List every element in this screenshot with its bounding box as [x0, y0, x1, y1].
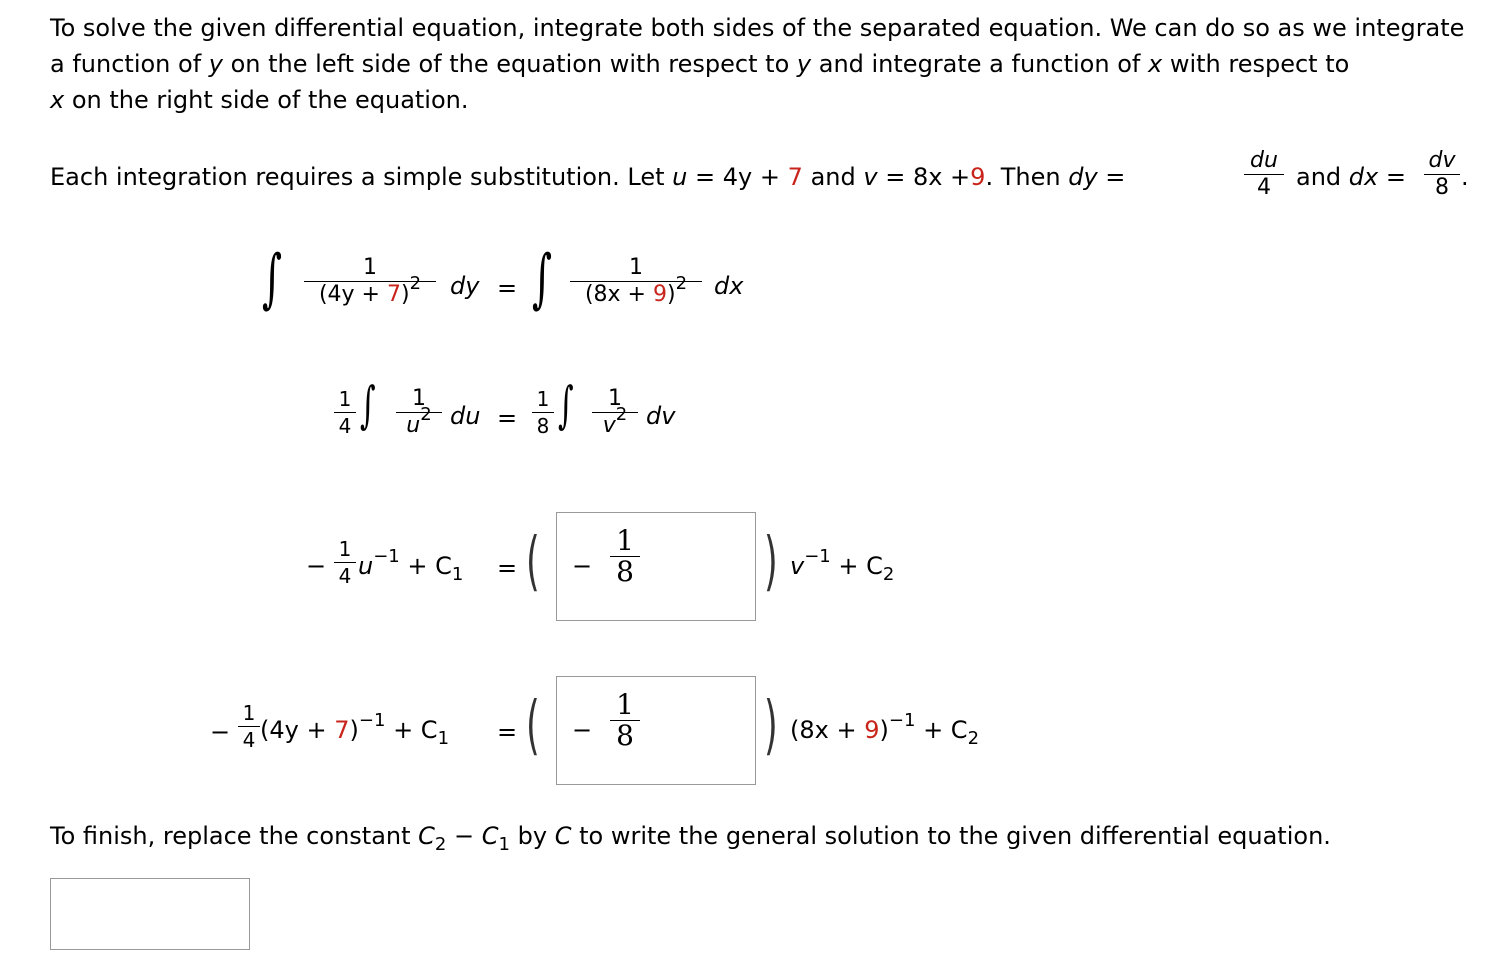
var-y: y — [208, 50, 223, 78]
frac-du: du — [1250, 148, 1278, 173]
sub-v-expr: 8x + — [912, 163, 971, 191]
eq3-v-exp: −1 — [804, 546, 831, 567]
integral-sign-right: ∫ — [532, 242, 553, 316]
eq2-c2-num: 1 — [536, 387, 550, 411]
eq1-left-den — [304, 273, 436, 309]
frac-dv: dv — [1428, 148, 1456, 173]
finish-by: by — [517, 822, 548, 850]
eq4-c1-sub: 1 — [437, 728, 450, 749]
eq3-c1-sub: 1 — [451, 564, 464, 585]
eq4-expr-b: ) — [349, 716, 359, 744]
eq1-left-fraction — [304, 255, 436, 309]
eq4-expr-a: (4y + — [260, 716, 327, 744]
eq2-c1-den: 4 — [338, 414, 352, 438]
eq3-plus-c1: + C — [407, 552, 452, 580]
eq2-in2-num: 1 — [608, 386, 622, 411]
eq1-dx: dx — [714, 272, 744, 300]
eq2-u-sq: 2 — [420, 404, 432, 425]
intro-mid3: with respect to — [1169, 50, 1350, 78]
eq3-u-exp: −1 — [373, 546, 400, 567]
intro-end: on the right side of the equation. — [71, 86, 469, 114]
eq1-left-sq: 2 — [409, 273, 422, 294]
eq4-plus-c2: + C — [923, 716, 968, 744]
eq3-c2-sub: 2 — [882, 564, 895, 585]
sub-u-const: 7 — [787, 163, 803, 191]
eq2-quarter — [334, 386, 356, 439]
sub-period: . — [1461, 163, 1469, 191]
eq4-open-paren: ( — [526, 689, 540, 763]
eq2-left-fraction — [396, 386, 442, 440]
eq1-left-den-c: 7 — [386, 282, 401, 307]
eq2-c1-num: 1 — [338, 387, 352, 411]
eq3-plus-c2: + C — [838, 552, 883, 580]
var-y-2: y — [796, 50, 812, 78]
eq3-c-den: 4 — [338, 564, 352, 588]
eq2-right-fraction — [592, 386, 638, 440]
sub-v-const: 9 — [970, 163, 986, 191]
eq3-close-paren: ) — [764, 525, 778, 599]
eq1-right-sq: 2 — [675, 273, 688, 294]
frac-4: 4 — [1257, 175, 1271, 200]
eq2-in1-den — [396, 404, 442, 440]
eq4-r-expr-b: ) — [879, 716, 889, 744]
finish-c1-sub: 1 — [498, 834, 510, 855]
eq1-right-den-c: 9 — [652, 282, 667, 307]
eq2-in2-den — [592, 404, 638, 440]
eq3-left-expr — [358, 546, 464, 585]
sub-then: . Then — [985, 163, 1061, 191]
eq4-plus-c1: + C — [393, 716, 438, 744]
intro-mid2: and integrate a function of — [818, 50, 1141, 78]
finish-c2-sub: 2 — [434, 834, 447, 855]
eq2-du: du — [450, 402, 481, 430]
substitution-line — [50, 163, 1125, 191]
frac-8: 8 — [1435, 175, 1449, 200]
eq1-right-den — [570, 273, 702, 309]
eq4-right-exp: −1 — [888, 710, 916, 731]
eq1-left-num: 1 — [363, 255, 377, 280]
eq4-left-expr — [260, 710, 450, 749]
eq4-r-expr-c: 9 — [864, 716, 880, 744]
eq4-box-fraction — [610, 690, 640, 751]
eq4-box-den: 8 — [616, 719, 634, 752]
eq4-minus: − — [210, 718, 231, 746]
eq4-close-paren: ) — [764, 689, 778, 763]
eq2-v-sq: 2 — [615, 404, 628, 425]
finish-minus: − — [454, 822, 475, 850]
intro-paragraph — [50, 10, 1470, 118]
sub-u-expr: 4y + — [722, 163, 780, 191]
intro-text: To solve the given differential equation, integrate both sides of the separated equation. We can do so as we integrate a function of — [50, 14, 1465, 78]
eq3-box-num: 1 — [616, 524, 634, 557]
and-dx-text — [1296, 163, 1406, 191]
eq1-dy: dy — [450, 272, 480, 300]
eq2-in1-num: 1 — [412, 386, 426, 411]
eq2-equals: = — [497, 404, 518, 432]
sub-and2: and — [1296, 163, 1342, 191]
eq4-expr-c: 7 — [334, 716, 350, 744]
du-over-4-fraction — [1244, 148, 1284, 201]
eq2-v: v — [602, 413, 616, 438]
eq1-left-den-b: ) — [400, 282, 410, 307]
general-solution-answer-box[interactable] — [50, 878, 250, 950]
eq1-equals: = — [497, 274, 518, 302]
var-x-2: x — [50, 86, 65, 114]
eq3-right-expr — [790, 546, 895, 585]
eq2-u: u — [406, 413, 421, 438]
sub-eq-4: = — [1385, 163, 1406, 191]
dv-over-8-fraction — [1424, 148, 1460, 201]
sub-eq: = — [695, 163, 716, 191]
finish-line — [50, 822, 1331, 855]
eq4-equals: = — [497, 718, 518, 746]
sub-dy: dy — [1068, 163, 1098, 191]
finish-c1: C — [481, 822, 499, 850]
eq3-box-den: 8 — [616, 555, 634, 588]
eq4-quarter — [238, 700, 260, 753]
sub-dx: dx — [1348, 163, 1379, 191]
eq1-left-den-a: (4y + — [318, 282, 380, 307]
sub-and1: and — [810, 163, 856, 191]
eq4-box-num: 1 — [616, 688, 634, 721]
eq4-right-expr — [790, 710, 980, 749]
eq4-box-minus: − — [572, 716, 593, 744]
eq1-right-num: 1 — [629, 255, 643, 280]
eq4-left-exp: −1 — [358, 710, 386, 731]
eq3-open-paren: ( — [526, 525, 540, 599]
eq4-c2-sub: 2 — [967, 728, 980, 749]
eq3-v: v — [790, 552, 805, 580]
eq3-equals: = — [497, 554, 518, 582]
eq3-u: u — [358, 552, 374, 580]
sub-lead: Each integration requires a simple substitution. Let — [50, 163, 665, 191]
sub-eq-2: = — [885, 163, 906, 191]
finish-tail: to write the general solution to the given differential equation. — [579, 822, 1331, 850]
eq2-c2-den: 8 — [536, 414, 550, 438]
eq3-box-fraction — [610, 526, 640, 587]
eq4-c-den: 4 — [242, 728, 256, 752]
var-x: x — [1147, 50, 1163, 78]
eq1-right-fraction — [570, 255, 702, 309]
eq1-right-den-b: ) — [666, 282, 676, 307]
integral-sign-left: ∫ — [262, 242, 283, 316]
finish-c: C — [554, 822, 572, 850]
intro-mid1: on the left side of the equation with respect to — [230, 50, 790, 78]
integral-sign-v: ∫ — [558, 376, 574, 434]
eq3-quarter — [334, 536, 356, 589]
eq3-minus: − — [306, 552, 327, 580]
eq1-right-den-a: (8x + — [584, 282, 646, 307]
eq2-eighth — [532, 386, 554, 439]
eq4-c-num: 1 — [242, 701, 256, 725]
sub-u: u — [672, 163, 688, 191]
integral-sign-u: ∫ — [360, 376, 376, 434]
sub-v: v — [863, 163, 878, 191]
finish-lead: To finish, replace the constant — [50, 822, 411, 850]
eq4-r-expr-a: (8x + — [790, 716, 857, 744]
finish-c2: C — [418, 822, 435, 850]
eq3-box-minus: − — [572, 552, 593, 580]
sub-eq-3: = — [1105, 163, 1126, 191]
eq3-c-num: 1 — [338, 537, 352, 561]
eq2-dv: dv — [646, 402, 676, 430]
